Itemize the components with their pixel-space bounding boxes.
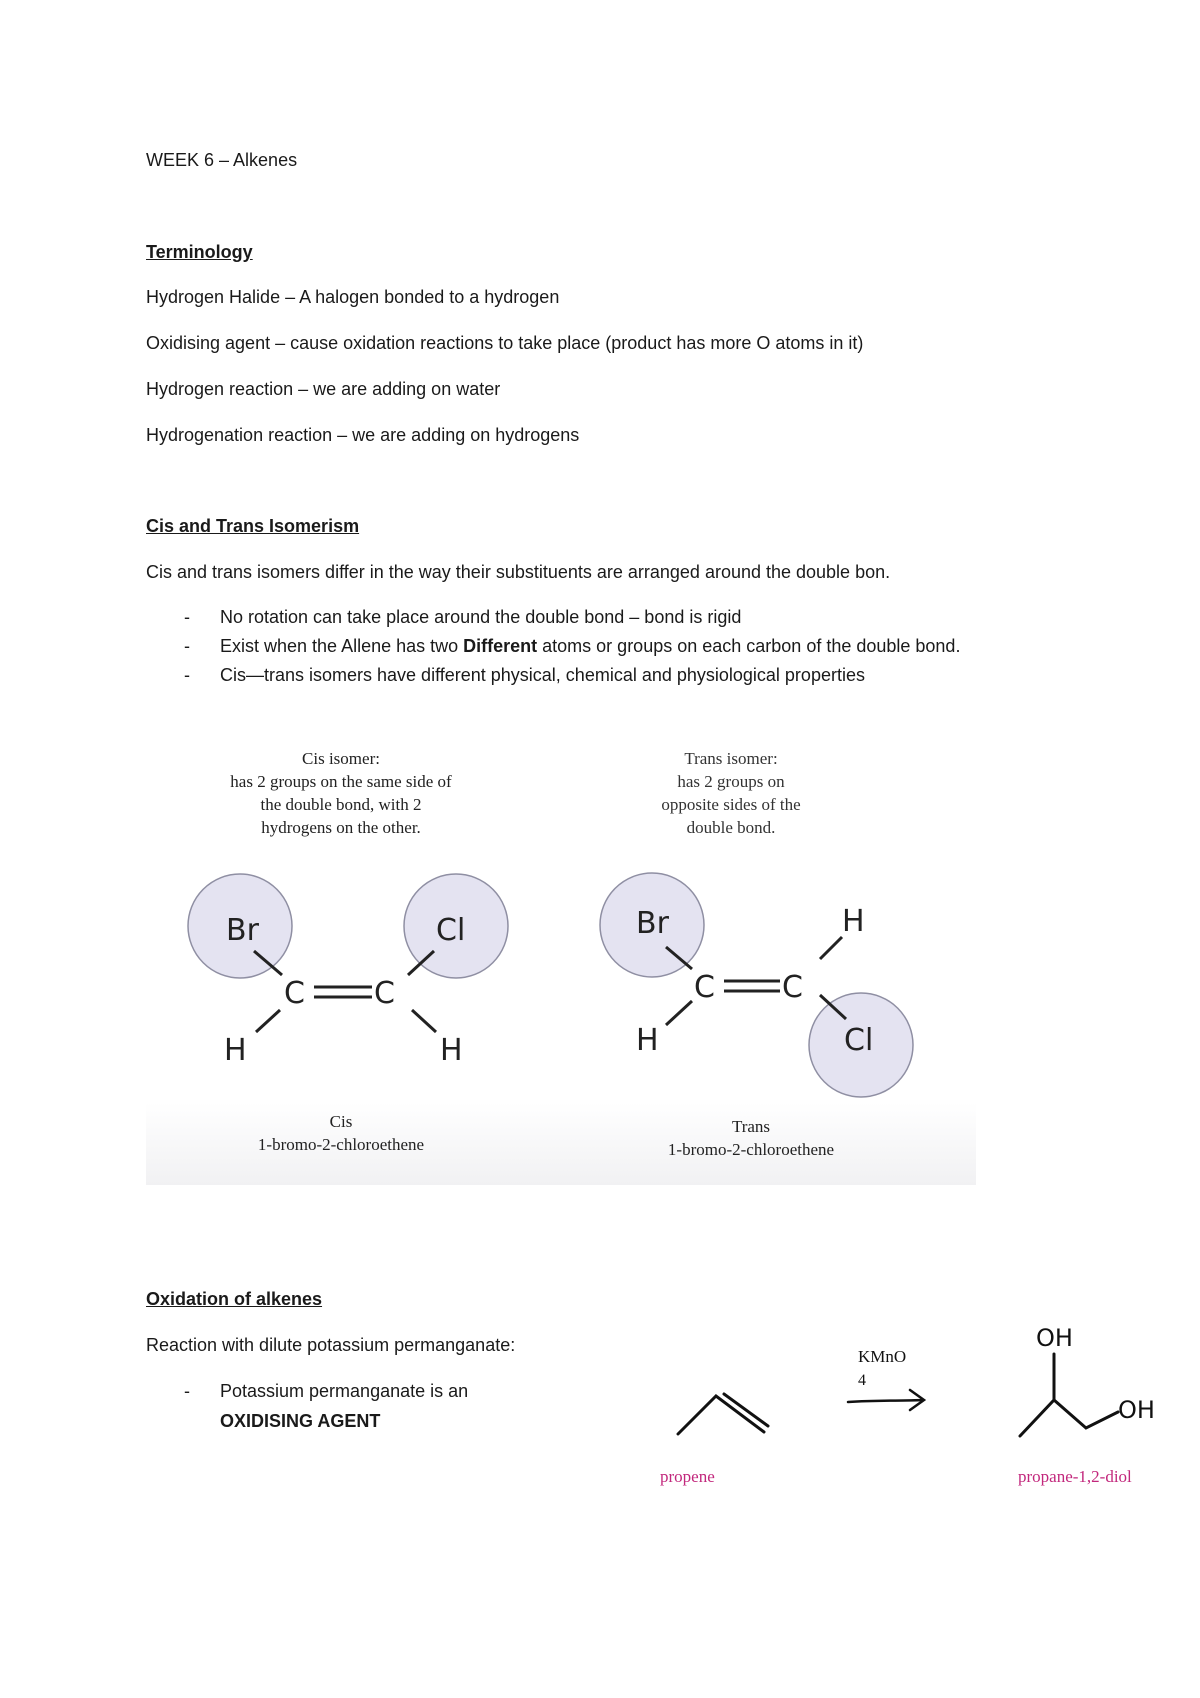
terminology-item-hydrogen-reaction: Hydrogen reaction – we are adding on water	[146, 379, 501, 399]
cis-caption: Cis isomer: has 2 groups on the same side of the double bond, with 2 hydrogens on the other.	[230, 749, 452, 837]
trans-bond-h-left	[666, 1001, 692, 1025]
cis-atom-cl: Cl	[436, 913, 466, 948]
diol-structure	[1020, 1354, 1118, 1436]
bullet-dash	[184, 1376, 190, 1406]
propene-double-bond	[724, 1394, 768, 1426]
page-title: WEEK 6 – Alkenes	[146, 150, 298, 170]
hydroxyl-top: OH	[1036, 1324, 1073, 1352]
reagent-formula: KMnO	[858, 1347, 907, 1366]
oxidation-intro: Reaction with dilute potassium permanganate:	[146, 1335, 516, 1355]
propene-label: propene	[660, 1467, 715, 1486]
cis-atom-c-left: C	[284, 976, 305, 1011]
cis-atom-h-right: H	[440, 1033, 463, 1068]
isomerism-heading: Cis and Trans Isomerism	[146, 516, 360, 536]
trans-atom-cl: Cl	[844, 1023, 874, 1058]
cis-atom-h-left: H	[224, 1033, 247, 1068]
document-page: WEEK 6 – Alkenes Terminology Hydrogen Halide – A halogen bonded to a hydrogen Oxidising agent – cause oxidation reactions to take place (product has more O atoms in it) Hydrogen reaction – we are adding on water Hydrogenation reaction – we are adding on hydrogens Cis and Trans Isomerism Cis and trans isomers differ in the way their substituents are arranged around the double bon. - No rotation can take place around the double bond – bond is rigid - Exist when the Allene has two Different atoms or groups on each carbon of the double bond. - Cis—trans isomers have different physical, chemical and physiological properties Cis isomer: has 2 groups on the same side of the double bond, with 2 hydrogens on the other. Trans isomer: has 2 groups on opposite sides of the double bond. Br Cl C C H H Br H C C H Cl Cis 1-bromo-2-chloroethene Trans 1-bromo-2-chloroethene Oxidation of alkenes Reaction with dilute potassium permanganate: - Potassium permanganate is an OXIDISING AGENT propene KMnO 4 OH OH propane-1,2-diol	[0, 0, 1200, 1698]
cis-name: Cis 1-bromo-2-chloroethene	[257, 1112, 425, 1154]
cis-bond-h-left	[256, 1010, 280, 1032]
hydroxyl-right: OH	[1118, 1396, 1155, 1424]
cis-molecule	[188, 874, 508, 1032]
isomerism-intro: Cis and trans isomers differ in the way their substituents are arranged around the double bon.	[146, 562, 891, 582]
terminology-item-hydrogenation: Hydrogenation reaction – we are adding on hydrogens	[146, 425, 580, 445]
trans-atom-c-left: C	[694, 970, 715, 1005]
diol-label: propane-1,2-diol	[1018, 1467, 1132, 1486]
emphasis: Different	[463, 636, 538, 656]
trans-bond-h-top	[820, 937, 842, 959]
list-item: - No rotation can take place around the double bond – bond is rigid	[146, 605, 960, 634]
cis-bond-h-right	[412, 1010, 436, 1032]
cis-atom-c-right: C	[374, 976, 395, 1011]
reaction-arrow-icon	[848, 1390, 924, 1410]
trans-atom-br: Br	[636, 906, 669, 941]
reagent-subscript: 4	[858, 1372, 866, 1389]
trans-atom-h-bottom: H	[636, 1023, 659, 1058]
cis-atom-br: Br	[226, 913, 259, 948]
trans-caption: Trans isomer: has 2 groups on opposite sides of the double bond.	[661, 749, 801, 837]
isomerism-bullet-list	[146, 605, 960, 692]
oxidising-agent-emphasis: OXIDISING AGENT	[220, 1411, 381, 1431]
trans-atom-h-top: H	[842, 904, 865, 939]
cis-trans-figure	[146, 725, 976, 1185]
terminology-heading: Terminology	[146, 242, 253, 262]
list-item: - Cis—trans isomers have different physical, chemical and physiological properties	[146, 663, 960, 692]
bullet-dash	[184, 663, 190, 687]
bullet-dash	[184, 605, 190, 629]
oxidation-reaction	[640, 1300, 1200, 1500]
list-item: - Exist when the Allene has two Different atoms or groups on each carbon of the double bond.	[146, 634, 960, 663]
bullet-dash	[184, 634, 190, 658]
diol-chain	[1020, 1400, 1118, 1436]
oxidation-heading: Oxidation of alkenes	[146, 1289, 323, 1309]
terminology-item-oxidising-agent: Oxidising agent – cause oxidation reactions to take place (product has more O atoms in it)	[146, 333, 864, 353]
terminology-item-hydrogen-halide: Hydrogen Halide – A halogen bonded to a hydrogen	[146, 287, 560, 307]
trans-name: Trans 1-bromo-2-chloroethene	[667, 1117, 835, 1159]
trans-atom-c-right: C	[782, 970, 803, 1005]
propene-structure	[678, 1394, 768, 1434]
